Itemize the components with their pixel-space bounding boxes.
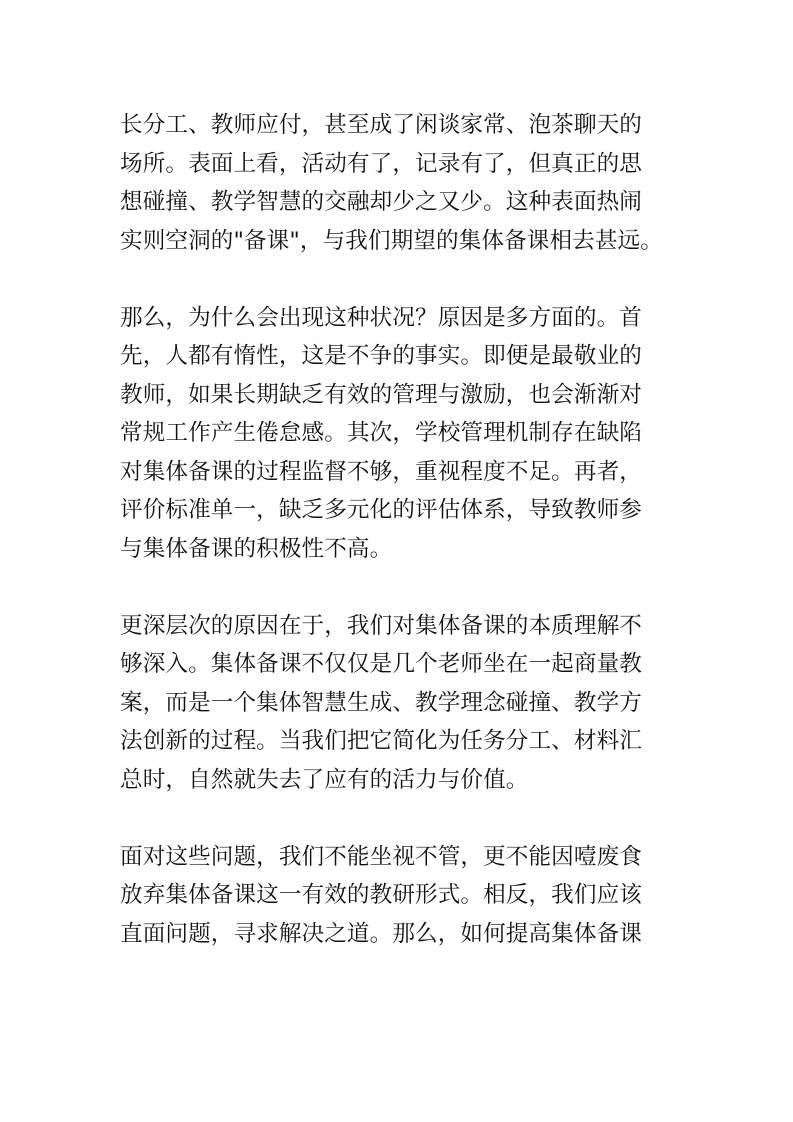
text-line: 对集体备课的过程监督不够，重视程度不足。再者， — [120, 458, 642, 485]
paragraph-spacer — [120, 568, 680, 607]
text-line: 直面问题，寻求解决之道。那么，如何提高集体备课 — [120, 920, 642, 947]
paragraph-3 — [120, 607, 680, 800]
text-line: 面对这些问题，我们不能坐视不管，更不能因噎废食 — [120, 843, 642, 870]
text-line: 够深入。集体备课不仅仅是几个老师坐在一起商量教 — [120, 651, 642, 677]
text-line: 长分工、教师应付，甚至成了闲谈家常、泡茶聊天的 — [120, 112, 642, 138]
text-line: 放弃集体备课这一有效的教研形式。相反，我们应该 — [120, 882, 642, 908]
paragraph-1 — [120, 106, 680, 260]
paragraph-spacer — [120, 260, 680, 299]
text-line: 那么，为什么会出现这种状况？原因是多方面的。首 — [120, 304, 642, 331]
paragraph-spacer — [120, 799, 680, 838]
text-line: 想碰撞、教学智慧的交融却少之又少。这种表面热闹 — [120, 189, 642, 215]
text-line: 与集体备课的积极性不高。 — [120, 535, 393, 562]
text-line: 常规工作产生倦怠感。其次，学校管理机制存在缺陷 — [120, 420, 642, 446]
text-line: 场所。表面上看，活动有了，记录有了，但真正的思 — [120, 150, 642, 177]
text-line: 实则空洞的"备课"，与我们期望的集体备课相去甚远。 — [120, 227, 663, 254]
paragraph-4 — [120, 838, 680, 954]
text-line: 更深层次的原因在于，我们对集体备课的本质理解不 — [120, 612, 642, 639]
text-line: 案，而是一个集体智慧生成、教学理念碰撞、教学方 — [120, 689, 642, 716]
document-body — [120, 106, 680, 953]
text-line: 先，人都有惰性，这是不争的事实。即便是最敬业的 — [120, 343, 642, 369]
paragraph-2 — [120, 299, 680, 569]
text-line: 评价标准单一，缺乏多元化的评估体系，导致教师参 — [120, 497, 642, 523]
text-line: 教师，如果长期缺乏有效的管理与激励，也会渐渐对 — [120, 381, 642, 408]
text-line: 总时，自然就失去了应有的活力与价值。 — [120, 766, 529, 793]
text-line: 法创新的过程。当我们把它简化为任务分工、材料汇 — [120, 728, 642, 754]
